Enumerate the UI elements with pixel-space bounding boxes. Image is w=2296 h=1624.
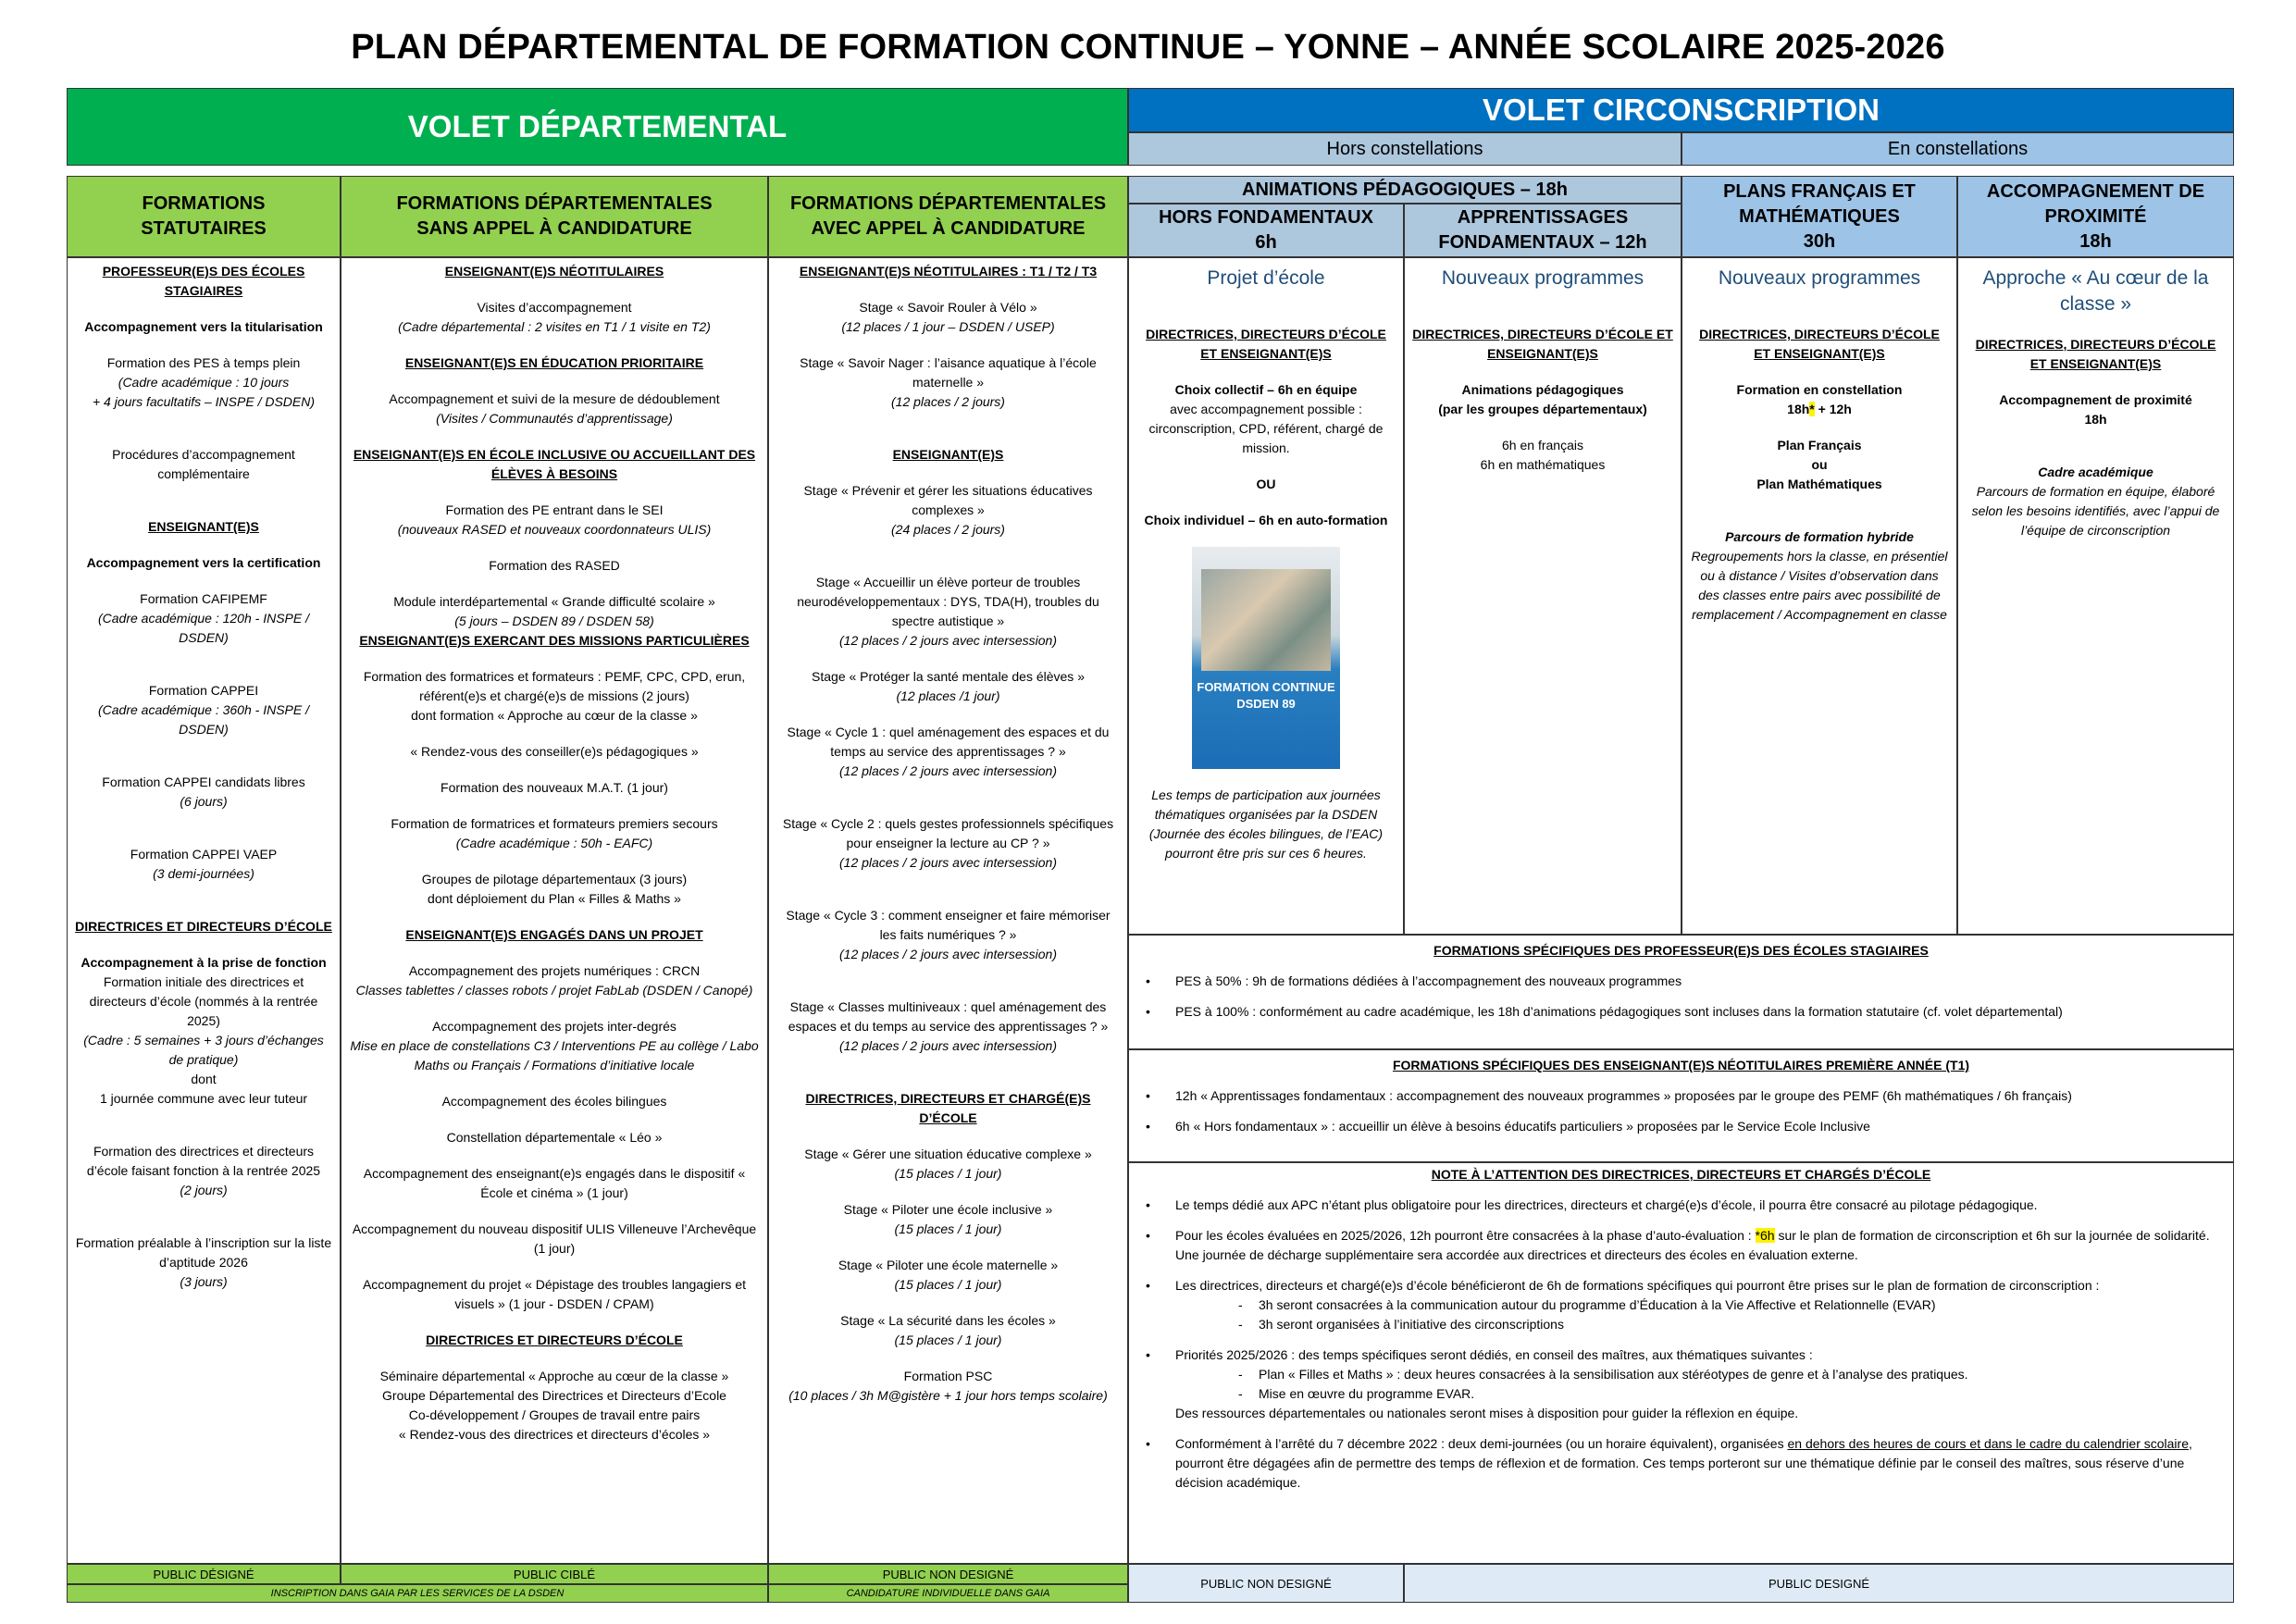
- pes-title: FORMATIONS SPÉCIFIQUES DES PROFESSEUR(E)S DES ÉCOLES STAGIAIRES: [1433, 943, 1929, 958]
- pes-box: [1128, 935, 2234, 1049]
- choix-individuel: Choix individuel – 6h en auto-formation: [1144, 513, 1388, 528]
- en-constellations-label: En constellations: [1887, 138, 2029, 159]
- list-item: Séminaire départemental « Approche au cœur de la classe »: [379, 1369, 729, 1383]
- spacer: [349, 539, 760, 556]
- header-accompagnement-line1: ACCOMPAGNEMENT DE: [1986, 180, 2205, 202]
- header-plans-line2: MATHÉMATIQUES: [1739, 205, 1900, 227]
- header-accompagnement-line3: 18h: [2079, 230, 2112, 252]
- spacer: [776, 1350, 1120, 1367]
- footer-public-non-designe-2-label: PUBLIC NON DESIGNÉ: [1200, 1576, 1332, 1591]
- spacer: [349, 576, 760, 592]
- list-item: • Le temps dédié aux APC n’étant plus obligatoire pour les directrices, directeurs et chargé(e)s d’école, il pourra être consacré au pilotage pédagogique.: [1129, 1196, 2233, 1215]
- list-item: (6 jours): [180, 794, 228, 809]
- list-item: (12 places / 2 jours avec intersession): [839, 855, 1057, 870]
- list-item: Accompagnement vers la titularisation: [84, 319, 323, 334]
- page-title: PLAN DÉPARTEMENTAL DE FORMATION CONTINUE – YONNE – ANNÉE SCOLAIRE 2025-2026: [351, 28, 1945, 67]
- spacer: [776, 337, 1120, 353]
- header-plans-line3: 30h: [1803, 230, 1836, 252]
- list-item: [1129, 1345, 2233, 1423]
- header-sans-appel-line2: SANS APPEL À CANDIDATURE: [416, 218, 692, 239]
- accompagnement-heures: 18h: [2084, 411, 2107, 427]
- heures-francais: 6h en français: [1502, 438, 1583, 453]
- section-heading: ENSEIGNANT(E)S EXERCANT DES MISSIONS PARTICULIÈRES: [359, 633, 750, 648]
- spacer: [349, 1111, 760, 1128]
- list-item: + 4 jours facultatifs – INSPE / DSDEN): [92, 394, 316, 409]
- note-i4-dash-1: - Plan « Filles et Maths » : deux heures consacrées à la sensibilisation aux stéréotypes de genre et à l’analyse des pratiques.: [1175, 1365, 2224, 1384]
- list-item: (Cadre départemental : 2 visites en T1 / 1 visite en T2): [398, 319, 711, 334]
- list-item: dont formation « Approche au cœur de la classe »: [411, 708, 698, 723]
- list-item: Stage « Protéger la santé mentale des élèves »: [812, 669, 1085, 684]
- header-plans: [1682, 176, 1957, 257]
- footer-candidature-gaia-label: CANDIDATURE INDIVIDUELLE DANS GAIA: [846, 1588, 1050, 1599]
- plans-heures-12: + 12h: [1814, 402, 1852, 417]
- section-heading: ENSEIGNANT(E)S EN ÉDUCATION PRIORITAIRE: [404, 355, 704, 370]
- cover-photo: [1201, 569, 1331, 671]
- spacer: [776, 539, 1120, 573]
- list-item: (10 places / 3h M@gistère + 1 jour hors temps scolaire): [788, 1388, 1108, 1403]
- list-item: dont: [191, 1072, 217, 1086]
- column-accompagnement: [1957, 257, 2234, 935]
- section-heading: DIRECTRICES, DIRECTEURS ET CHARGÉ(E)S D’ÉCOLE: [805, 1091, 1091, 1125]
- column-statutaires: [67, 257, 341, 1564]
- list-item: Formation CAPPEI VAEP: [130, 847, 278, 862]
- choix-collectif: Choix collectif – 6h en équipe: [1174, 382, 1358, 398]
- list-item: Formation CAPPEI: [148, 683, 259, 698]
- spacer: [349, 1203, 760, 1220]
- note-i3-dash-2: - 3h seront organisées à l’initiative des circonscriptions: [1175, 1315, 2224, 1334]
- spacer: [75, 301, 332, 317]
- list-item: (15 places / 1 jour): [894, 1333, 1002, 1347]
- list-item: Accompagnement du projet « Dépistage des troubles langagiers et visuels » (1 jour - DSDEN / CPAM): [362, 1277, 747, 1311]
- spacer: [75, 884, 332, 917]
- column-plans: [1682, 257, 1957, 935]
- section-heading: ENSEIGNANT(E)S ENGAGÉS DANS UN PROJET: [405, 927, 703, 942]
- footer-candidature-gaia: [768, 1584, 1128, 1603]
- formation-constellation: Formation en constellation: [1736, 382, 1903, 398]
- list-item: Stage « Cycle 2 : quels gestes professionnels spécifiques pour enseigner la lecture au CP ? »: [782, 816, 1114, 850]
- cover-title-1: FORMATION CONTINUE: [1197, 680, 1335, 695]
- spacer: [75, 739, 332, 773]
- spacer: [349, 945, 760, 961]
- list-item: [1129, 1226, 2233, 1265]
- header-hors-fond-line1: HORS FONDAMENTAUX: [1159, 207, 1373, 228]
- footer-public-designe-2: [1404, 1564, 2234, 1603]
- header-apprentissages-line1: APPRENTISSAGES: [1457, 207, 1629, 228]
- approche-title: Approche « Au cœur de la classe »: [1982, 267, 2209, 316]
- header-sans-appel-line1: FORMATIONS DÉPARTEMENTALES: [396, 193, 713, 214]
- plan-ou: ou: [1811, 457, 1828, 473]
- spacer: [75, 1109, 332, 1142]
- footer-public-designe-2-label: PUBLIC DESIGNÉ: [1768, 1576, 1870, 1591]
- note-i4-dash-2: - Mise en œuvre du programme EVAR.: [1175, 1384, 2224, 1404]
- projet-ecole-title: Projet d’école: [1207, 267, 1325, 289]
- apprentissages-audience: DIRECTRICES, DIRECTEURS D’ÉCOLE ET ENSEIGNANT(E)S: [1412, 327, 1673, 362]
- cover-title-2: DSDEN 89: [1236, 697, 1296, 712]
- nouveaux-programmes-title: Nouveaux programmes: [1441, 267, 1644, 289]
- list-item: (12 places / 2 jours avec intersession): [839, 633, 1057, 648]
- plans-heures: [1690, 400, 1949, 419]
- spacer: [75, 648, 332, 681]
- list-item: (nouveaux RASED et nouveaux coordonnateurs ULIS): [397, 522, 712, 537]
- header-accompagnement-line2: PROXIMITÉ: [2044, 205, 2147, 227]
- column-hors-fondamentaux: [1128, 257, 1404, 935]
- accompagnement-detail: Parcours de formation en équipe, élaboré selon les besoins identifiés, avec l’appui de l’équipe de circonscription: [1971, 483, 2220, 538]
- footer-public-non-designe-2: [1128, 1564, 1404, 1603]
- footer-public-non-designe-1-label: PUBLIC NON DESIGNÉ: [882, 1567, 1014, 1581]
- accompagnement-audience: DIRECTRICES, DIRECTEURS D’ÉCOLE ET ENSEIGNANT(E)S: [1975, 336, 2216, 371]
- list-item: Formation des RASED: [489, 558, 620, 573]
- spacer: [349, 651, 760, 667]
- spacer: [349, 725, 760, 742]
- list-item: Stage « Piloter une école maternelle »: [838, 1258, 1059, 1272]
- spacer: [776, 781, 1120, 814]
- list-item: Groupe Départemental des Directrices et Directeurs d’Ecole: [382, 1388, 726, 1403]
- list-item: Stage « Piloter une école inclusive »: [843, 1202, 1053, 1217]
- neotitulaires-box: [1128, 1049, 2234, 1162]
- list-item: Accompagnement vers la certification: [86, 555, 321, 570]
- spacer: [349, 1258, 760, 1275]
- list-item: « Rendez-vous des conseiller(e)s pédagogiques »: [410, 744, 699, 759]
- note-i3-dash-1: - 3h seront consacrées à la communication autour du programme d’Éducation à la Vie Affective et Relationnelle (EVAR): [1175, 1295, 2224, 1315]
- volet-circonscription-band: [1128, 88, 2234, 132]
- header-apprentissages: [1404, 204, 1682, 257]
- spacer: [349, 1000, 760, 1017]
- spacer: [75, 936, 332, 953]
- spacer: [776, 1239, 1120, 1256]
- volet-departemental-label: VOLET DÉPARTEMENTAL: [407, 109, 788, 143]
- animations-pedagogiques: Animations pédagogiques: [1461, 382, 1624, 398]
- spacer: [776, 964, 1120, 998]
- list-item: Formation CAFIPEMF: [140, 591, 267, 606]
- footer-public-designe: [67, 1564, 341, 1584]
- parcours-hybride: Parcours de formation hybride: [1725, 529, 1914, 545]
- spacer: [349, 1314, 760, 1331]
- footer-public-cible-label: PUBLIC CIBLÉ: [513, 1567, 596, 1581]
- spacer: [776, 1295, 1120, 1311]
- header-avec-appel-line2: AVEC APPEL À CANDIDATURE: [811, 218, 1086, 239]
- header-avec-appel: [768, 176, 1128, 257]
- list-item: (Cadre académique : 10 jours: [118, 375, 290, 390]
- cadre-academique: Cadre académique: [2038, 464, 2153, 479]
- section-heading: ENSEIGNANT(E)S EN ÉCOLE INCLUSIVE OU ACCUEILLANT DES ÉLÈVES À BESOINS: [353, 447, 756, 481]
- spacer: [776, 1184, 1120, 1200]
- hors-constellations-band: [1128, 132, 1682, 166]
- list-item: (Cadre : 5 semaines + 3 jours d’échanges de pratique): [83, 1033, 324, 1067]
- spacer: [349, 1075, 760, 1092]
- spacer: [776, 465, 1120, 481]
- spacer: [349, 909, 760, 925]
- list-item: (Cadre académique : 360h - INSPE / DSDEN): [97, 702, 309, 737]
- list-item: Stage « Accueillir un élève porteur de troubles neurodéveloppementaux : DYS, TDA(H), troubles du spectre autistique »: [797, 575, 1099, 628]
- list-item: Stage « Prévenir et gérer les situations éducatives complexes »: [803, 483, 1093, 517]
- note-i2-highlight: *6h: [1755, 1228, 1775, 1243]
- note-i4-text: Priorités 2025/2026 : des temps spécifiques seront dédiés, en conseil des maîtres, aux thématiques suivantes :: [1175, 1347, 1813, 1362]
- list-item: Formation des PES à temps plein: [106, 355, 301, 370]
- section-heading: PROFESSEUR(E)S DES ÉCOLES STAGIAIRES: [102, 264, 305, 298]
- list-item: Stage « La sécurité dans les écoles »: [840, 1313, 1056, 1328]
- spacer: [776, 1056, 1120, 1089]
- section-heading: ENSEIGNANT(E)S NÉOTITULAIRES : T1 / T2 / T3: [799, 264, 1098, 279]
- list-item: Stage « Savoir Rouler à Vélo »: [859, 300, 1037, 315]
- plans-audience: DIRECTRICES, DIRECTEURS D’ÉCOLE ET ENSEIGNANT(E)S: [1699, 327, 1940, 362]
- list-item: Formation de formatrices et formateurs premiers secours: [391, 816, 718, 831]
- section-heading: ENSEIGNANT(E)S: [148, 519, 259, 534]
- list-item: Accompagnement à la prise de fonction: [81, 955, 327, 970]
- spacer: [776, 1128, 1120, 1145]
- list-item: Stage « Gérer une situation éducative complexe »: [804, 1147, 1092, 1161]
- footer-public-cible: [341, 1564, 768, 1584]
- list-item: Visites d’accompagnement: [477, 300, 632, 315]
- list-item: (12 places /1 jour): [896, 688, 1000, 703]
- header-statutaires-line1: FORMATIONS: [142, 193, 266, 214]
- note-directeurs-box: [1128, 1162, 2234, 1564]
- spacer: [776, 412, 1120, 445]
- formation-continue-cover-image: [1192, 547, 1340, 769]
- list-item: (15 places / 1 jour): [894, 1277, 1002, 1292]
- list-item: Stage « Cycle 3 : comment enseigner et faire mémoriser les faits numériques ? »: [786, 908, 1111, 942]
- spacer: [349, 798, 760, 814]
- spacer: [349, 373, 760, 390]
- neo-title: FORMATIONS SPÉCIFIQUES DES ENSEIGNANT(E)S NÉOTITULAIRES PREMIÈRE ANNÉE (T1): [1392, 1058, 1970, 1072]
- volet-circonscription-label: VOLET CIRCONSCRIPTION: [1482, 93, 1880, 127]
- list-item: 1 journée commune avec leur tuteur: [99, 1091, 308, 1106]
- header-hors-fondamentaux: [1128, 204, 1404, 257]
- list-item: « Rendez-vous des directrices et directeurs d’écoles »: [398, 1427, 711, 1442]
- spacer: [349, 484, 760, 501]
- column-sans-appel: [341, 257, 768, 1564]
- footer-inscription-gaia-label: INSCRIPTION DANS GAIA PAR LES SERVICES DE LA DSDEN: [270, 1588, 565, 1599]
- list-item: Stage « Classes multiniveaux : quel aménagement des espaces et du temps au service des apprentissages ? »: [788, 999, 1109, 1034]
- list-item: (2 jours): [180, 1183, 228, 1197]
- list-item: Accompagnement des enseignant(e)s engagés dans le dispositif « École et cinéma » (1 jour): [363, 1166, 746, 1200]
- list-item: dont déploiement du Plan « Filles & Maths »: [428, 891, 681, 906]
- parcours-hybride-detail: Regroupements hors la classe, en présentiel ou à distance / Visites d’observation dans des classes entre pairs avec possibilité de remplacement / Accompagnement en classe: [1691, 549, 1948, 623]
- note-i4-conclusion: Des ressources départementales ou nationales seront mises à disposition pour guider la réflexion en équipe.: [1175, 1406, 1799, 1420]
- list-item: (12 places / 2 jours): [891, 394, 1005, 409]
- footer-public-designe-label: PUBLIC DÉSIGNÉ: [153, 1567, 254, 1581]
- hors-fond-note: Les temps de participation aux journées thématiques organisées par la DSDEN (Journée des écoles bilingues, de l’EAC) pourront être pris sur ces 6 heures.: [1148, 787, 1384, 862]
- spacer: [776, 873, 1120, 906]
- list-item: Procédures d’accompagnement complémentaire: [112, 447, 295, 481]
- list-item: (12 places / 1 jour – DSDEN / USEP): [841, 319, 1055, 334]
- list-item: (5 jours – DSDEN 89 / DSDEN 58): [454, 614, 654, 628]
- list-item: (Visites / Communautés d’apprentissage): [436, 411, 673, 426]
- list-item: Groupes de pilotage départementaux (3 jours): [421, 872, 688, 886]
- note-i2-text-end: sur le plan de formation de circonscription et 6h sur la journée de solidarité. Une journée de décharge supplémentaire sera accordée aux directrices et directeurs des écoles en évaluation externe.: [1175, 1228, 2210, 1262]
- header-apprentissages-line2: FONDAMENTAUX – 12h: [1438, 232, 1647, 253]
- list-item: (Cadre académique : 120h - INSPE / DSDEN): [97, 611, 309, 645]
- list-item: Co-développement / Groupes de travail entre pairs: [408, 1407, 701, 1422]
- section-heading: DIRECTRICES ET DIRECTEURS D’ÉCOLE: [426, 1333, 683, 1347]
- list-item: Accompagnement des projets inter-degrés: [432, 1019, 676, 1034]
- note-i2-text: Pour les écoles évaluées en 2025/2026, 12h pourront être consacrées à la phase d’auto-évaluation :: [1175, 1228, 1756, 1243]
- heures-maths: 6h en mathématiques: [1480, 457, 1606, 473]
- list-item: • PES à 50% : 9h de formations dédiées à l’accompagnement des nouveaux programmes: [1129, 972, 2233, 991]
- list-item: Module interdépartemental « Grande difficulté scolaire »: [393, 594, 715, 609]
- section-heading: ENSEIGNANT(E)S NÉOTITULAIRES: [444, 264, 664, 279]
- column-avec-appel: [768, 257, 1128, 1564]
- footer-public-non-designe-1: [768, 1564, 1128, 1584]
- list-item: (Cadre académique : 50h - EAFC): [455, 836, 653, 850]
- hors-constellations-label: Hors constellations: [1326, 138, 1483, 159]
- list-item: Stage « Cycle 1 : quel aménagement des espaces et du temps au service des apprentissages ? »: [787, 725, 1110, 759]
- spacer: [75, 537, 332, 553]
- spacer: [776, 651, 1120, 667]
- list-item: • 6h « Hors fondamentaux » : accueillir un élève à besoins éducatifs particuliers » proposées par le Service Ecole Inclusive: [1129, 1117, 2233, 1136]
- spacer: [75, 1200, 332, 1233]
- list-item: Formation initiale des directrices et directeurs d’école (nommés à la rentrée 2025): [89, 974, 318, 1028]
- spacer: [349, 853, 760, 870]
- spacer: [349, 337, 760, 353]
- header-avec-appel-line1: FORMATIONS DÉPARTEMENTALES: [789, 193, 1107, 214]
- list-item: Classes tablettes / classes robots / projet FabLab (DSDEN / Canopé): [355, 983, 753, 998]
- plans-heures-18: 18h: [1787, 402, 1810, 417]
- header-animations: [1128, 176, 1682, 204]
- plan-mathematiques: Plan Mathématiques: [1756, 477, 1882, 492]
- list-item: Formation PSC: [903, 1369, 993, 1383]
- plan-francais: Plan Français: [1777, 438, 1862, 453]
- note-i5-text-end: , pourront être dégagées afin de permettre des temps de réflexion et de formation. Ces temps porteront sur une thématique définie par le conseil des maîtres, sous réserve d’une décision académique.: [1175, 1436, 2192, 1490]
- header-statutaires-line2: STATUTAIRES: [141, 218, 267, 239]
- list-item: (12 places / 2 jours avec intersession): [839, 1038, 1057, 1053]
- list-item: • 12h « Apprentissages fondamentaux : accompagnement des nouveaux programmes » proposées par le groupe des PEMF (6h mathématiques / 6h français): [1129, 1086, 2233, 1106]
- list-item: Formation des PE entrant dans le SEI: [445, 502, 664, 517]
- header-accompagnement: [1957, 176, 2234, 257]
- spacer: [349, 428, 760, 445]
- spacer: [75, 337, 332, 353]
- header-plans-line1: PLANS FRANÇAIS ET: [1723, 180, 1916, 202]
- accompagnement-proximite: Accompagnement de proximité: [1999, 391, 2192, 407]
- plans-heures-star: *: [1809, 402, 1815, 417]
- volet-departemental-band: [67, 88, 1128, 166]
- list-item: Accompagnement des écoles bilingues: [441, 1094, 667, 1109]
- en-constellations-band: [1682, 132, 2234, 166]
- header-hors-fond-line2: 6h: [1255, 232, 1277, 253]
- footer-inscription-gaia: [67, 1584, 768, 1603]
- choix-collectif-detail: avec accompagnement possible : circonscription, CPD, référent, chargé de mission.: [1148, 402, 1384, 456]
- list-item: (12 places / 2 jours avec intersession): [839, 763, 1057, 778]
- spacer: [349, 281, 760, 298]
- list-item: Formation des formatrices et formateurs : PEMF, CPC, CPD, erun, référent(e)s et chargé(e)s de missions (2 jours): [363, 669, 746, 703]
- header-sans-appel: [341, 176, 768, 257]
- list-item: [1129, 1276, 2233, 1334]
- note-i3-text: Les directrices, directeurs et chargé(e)s d’école bénéficieront de 6h de formations spécifiques qui pourront être prises sur le plan de formation de circonscription :: [1175, 1278, 2100, 1293]
- list-item: (12 places / 2 jours avec intersession): [839, 947, 1057, 961]
- hors-fond-audience: DIRECTRICES, DIRECTEURS D’ÉCOLE ET ENSEIGNANT(E)S: [1146, 327, 1386, 362]
- list-item: Accompagnement du nouveau dispositif ULIS Villeneuve l’Archevêque (1 jour): [352, 1221, 757, 1256]
- spacer: [349, 1350, 760, 1367]
- note-i5-underlined: en dehors des heures de cours et dans le cadre du calendrier scolaire: [1787, 1436, 2189, 1451]
- list-item: Formation préalable à l’inscription sur la liste d’aptitude 2026: [75, 1235, 332, 1270]
- list-item: (3 demi-journées): [153, 866, 254, 881]
- list-item: Accompagnement des projets numériques : CRCN: [408, 963, 701, 978]
- list-item: (15 places / 1 jour): [894, 1166, 1002, 1181]
- header-statutaires: [67, 176, 341, 257]
- list-item: Mise en place de constellations C3 / Interventions PE au collège / Labo Maths ou Français / Formations d’initiative locale: [350, 1038, 759, 1072]
- list-item: Stage « Savoir Nager : l’aisance aquatique à l’école maternelle »: [800, 355, 1097, 390]
- list-item: Formation des nouveaux M.A.T. (1 jour): [441, 780, 668, 795]
- spacer: [349, 762, 760, 778]
- ou-label: OU: [1256, 477, 1276, 492]
- groupes-departementaux: (par les groupes départementaux): [1438, 402, 1647, 417]
- list-item: [1129, 1434, 2233, 1493]
- list-item: (24 places / 2 jours): [891, 522, 1005, 537]
- header-animations-label: ANIMATIONS PÉDAGOGIQUES – 18h: [1242, 179, 1568, 200]
- spacer: [776, 706, 1120, 723]
- note-title: NOTE À L’ATTENTION DES DIRECTRICES, DIRECTEURS ET CHARGÉS D’ÉCOLE: [1431, 1167, 1931, 1182]
- spacer: [75, 812, 332, 845]
- spacer: [349, 1147, 760, 1164]
- note-i5-text: Conformément à l’arrêté du 7 décembre 2022 : deux demi-journées (ou un horaire équivalent), organisées: [1175, 1436, 1788, 1451]
- list-item: Formation CAPPEI candidats libres: [102, 775, 305, 789]
- list-item: (3 jours): [180, 1274, 228, 1289]
- plans-nouveaux-programmes-title: Nouveaux programmes: [1718, 267, 1921, 289]
- spacer: [75, 573, 332, 589]
- list-item: Formation des directrices et directeurs d’école faisant fonction à la rentrée 2025: [86, 1144, 321, 1178]
- spacer: [776, 281, 1120, 298]
- spacer: [75, 484, 332, 517]
- section-heading: DIRECTRICES ET DIRECTEURS D’ÉCOLE: [75, 919, 332, 934]
- column-apprentissages: [1404, 257, 1682, 935]
- list-item: • PES à 100% : conformément au cadre académique, les 18h d’animations pédagogiques sont incluses dans la formation statutaire (cf. volet départemental): [1129, 1002, 2233, 1022]
- list-item: Accompagnement et suivi de la mesure de dédoublement: [389, 391, 720, 406]
- section-heading: ENSEIGNANT(E)S: [892, 447, 1004, 462]
- list-item: Constellation départementale « Léo »: [446, 1130, 663, 1145]
- list-item: (15 places / 1 jour): [894, 1221, 1002, 1236]
- spacer: [75, 412, 332, 445]
